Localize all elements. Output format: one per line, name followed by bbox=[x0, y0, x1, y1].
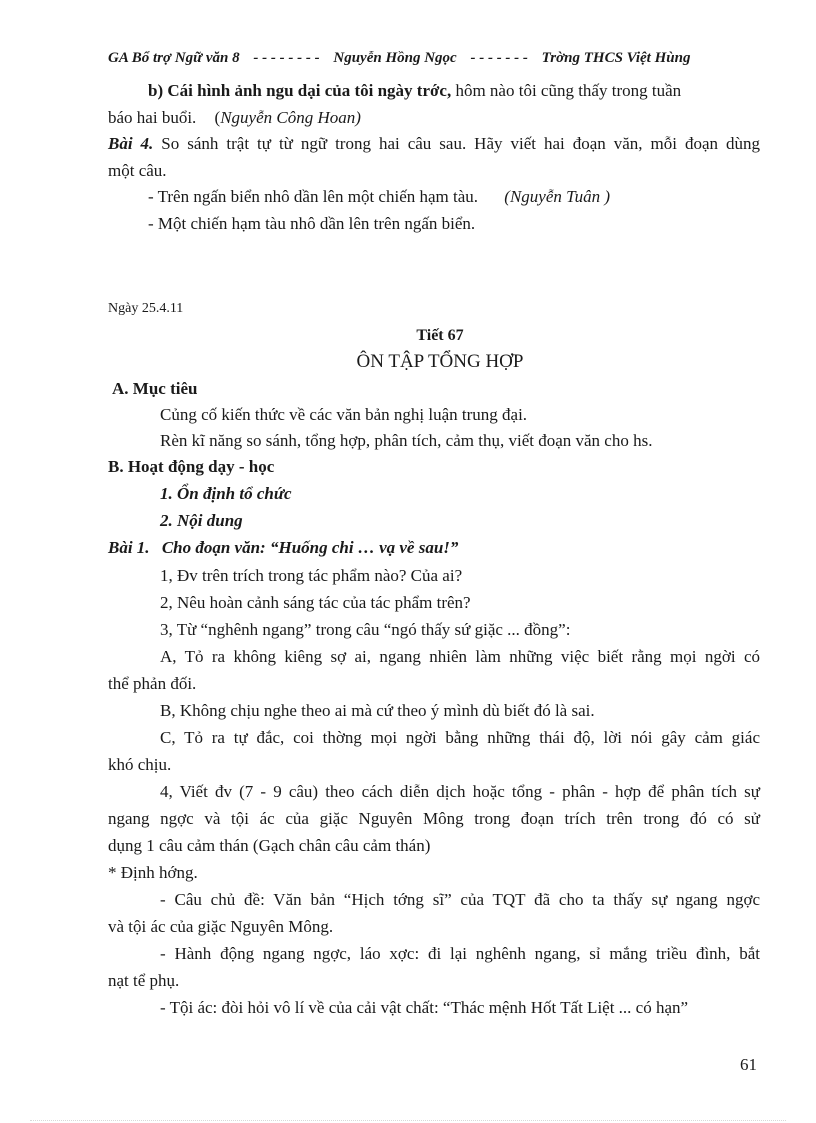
objective-1: Củng cố kiến thức về các văn bản nghị luận trung đại. bbox=[160, 405, 528, 424]
bai1-label: Bài 1. bbox=[108, 538, 150, 557]
exercise-b-line2 bbox=[108, 107, 361, 129]
bai4-label: Bài 4. bbox=[108, 134, 154, 153]
bai4-line bbox=[108, 133, 760, 155]
orientation-point-1-cont: và tội ác của giặc Nguyên Mông. bbox=[108, 917, 334, 936]
question-1: 1, Đv trên trích trong tác phẩm nào? Của ai? bbox=[160, 566, 463, 585]
section-b-heading: B. Hoạt động dạy - học bbox=[108, 457, 275, 476]
orientation-point-2-cont: nạt tể phụ. bbox=[108, 971, 180, 990]
bai4-text: So sánh trật tự từ ngữ trong hai câu sau. Hãy viết hai đoạn văn, mỗi đoạn dùng bbox=[153, 134, 761, 153]
question-4: 4, Viết đv (7 - 9 câu) theo cách diễn dịch hoặc tổng - phân - hợp để phân tích sự bbox=[160, 782, 760, 801]
exercise-b-line bbox=[148, 80, 681, 102]
exercise-b-label: b) Cái hình ảnh ngu dại của tôi ngày trớc, bbox=[148, 81, 452, 100]
page-header bbox=[108, 50, 764, 67]
example-sentence-1-text: - Trên ngấn biển nhô dần lên một chiến hạm tàu. bbox=[148, 187, 479, 206]
orientation-heading: * Định hớng. bbox=[108, 863, 198, 882]
example-sentence-2: - Một chiến hạm tàu nhô dần lên trên ngấn biển. bbox=[148, 214, 476, 233]
bai1-prompt: Cho đoạn văn: “Huống chi … vạ về sau!” bbox=[161, 538, 459, 557]
header-author: Nguyễn Hồng Ngọc bbox=[333, 50, 457, 66]
orientation-point-3: - Tội ác: đòi hỏi vô lí về của cải vật chất: “Thác mệnh Hốt Tất Liệt ... có hạn” bbox=[160, 998, 689, 1017]
header-separator: - - - - - - - bbox=[470, 50, 528, 66]
footer-divider bbox=[30, 1120, 786, 1121]
example-sentence-1-author: (Nguyễn Tuân ) bbox=[504, 187, 611, 206]
header-separator: - - - - - - - - bbox=[253, 50, 320, 66]
lesson-date: Ngày 25.4.11 bbox=[108, 301, 184, 316]
orientation-point-1: - Câu chủ đề: Văn bản “Hịch tớng sĩ” của TQT đã cho ta thấy sự ngang ngợc bbox=[160, 890, 760, 909]
subsection-2: 2. Nội dung bbox=[160, 511, 243, 530]
question-3: 3, Từ “nghênh ngang” trong câu “ngó thấy sứ giặc ... đồng”: bbox=[160, 620, 571, 639]
objective-2: Rèn kĩ năng so sánh, tổng hợp, phân tích, cảm thụ, viết đoạn văn cho hs. bbox=[160, 431, 653, 450]
exercise-b-author-paren: ( bbox=[214, 108, 221, 127]
lesson-title: ÔN TẬP TỔNG HỢP bbox=[356, 351, 524, 372]
example-sentence-1 bbox=[148, 186, 610, 208]
option-a-cont: thể phản đối. bbox=[108, 674, 197, 693]
option-a: A, Tỏ ra không kiêng sợ ai, ngang nhiên làm những việc biết rằng mọi ngời có bbox=[160, 647, 760, 666]
question-4-cont2: dụng 1 câu cảm thán (Gạch chân câu cảm thán) bbox=[108, 836, 431, 855]
bai4-line2: một câu. bbox=[108, 161, 167, 180]
bai1-heading bbox=[108, 537, 458, 559]
section-a-heading: A. Mục tiêu bbox=[112, 379, 198, 398]
page-number: 61 bbox=[740, 1055, 757, 1074]
option-c-cont: khó chịu. bbox=[108, 755, 172, 774]
exercise-b-text-cont: báo hai buổi. bbox=[108, 108, 197, 127]
option-b: B, Không chịu nghe theo ai mà cứ theo ý mình dù biết đó là sai. bbox=[160, 701, 595, 720]
lesson-number: Tiết 67 bbox=[416, 327, 464, 344]
orientation-point-2: - Hành động ngang ngợc, láo xợc: đi lại nghênh ngang, sỉ mắng triều đình, bắt bbox=[160, 944, 760, 963]
exercise-b-text: hôm nào tôi cũng thấy trong tuần bbox=[451, 81, 682, 100]
question-4-cont: ngang ngợc và tội ác của giặc Nguyên Mông trong đoạn trích trên trong đó có sử bbox=[108, 809, 760, 828]
header-school: Trờng THCS Việt Hùng bbox=[541, 50, 691, 66]
exercise-b-author: Nguyễn Công Hoan) bbox=[220, 108, 361, 127]
option-c: C, Tỏ ra tự đắc, coi thờng mọi ngời bằng những thái độ, lời nói gây cảm giác bbox=[160, 728, 760, 747]
subsection-1: 1. Ổn định tổ chức bbox=[160, 484, 292, 503]
header-book-title: GA Bổ trợ Ngữ văn 8 bbox=[108, 50, 240, 66]
question-2: 2, Nêu hoàn cảnh sáng tác của tác phẩm trên? bbox=[160, 593, 471, 612]
